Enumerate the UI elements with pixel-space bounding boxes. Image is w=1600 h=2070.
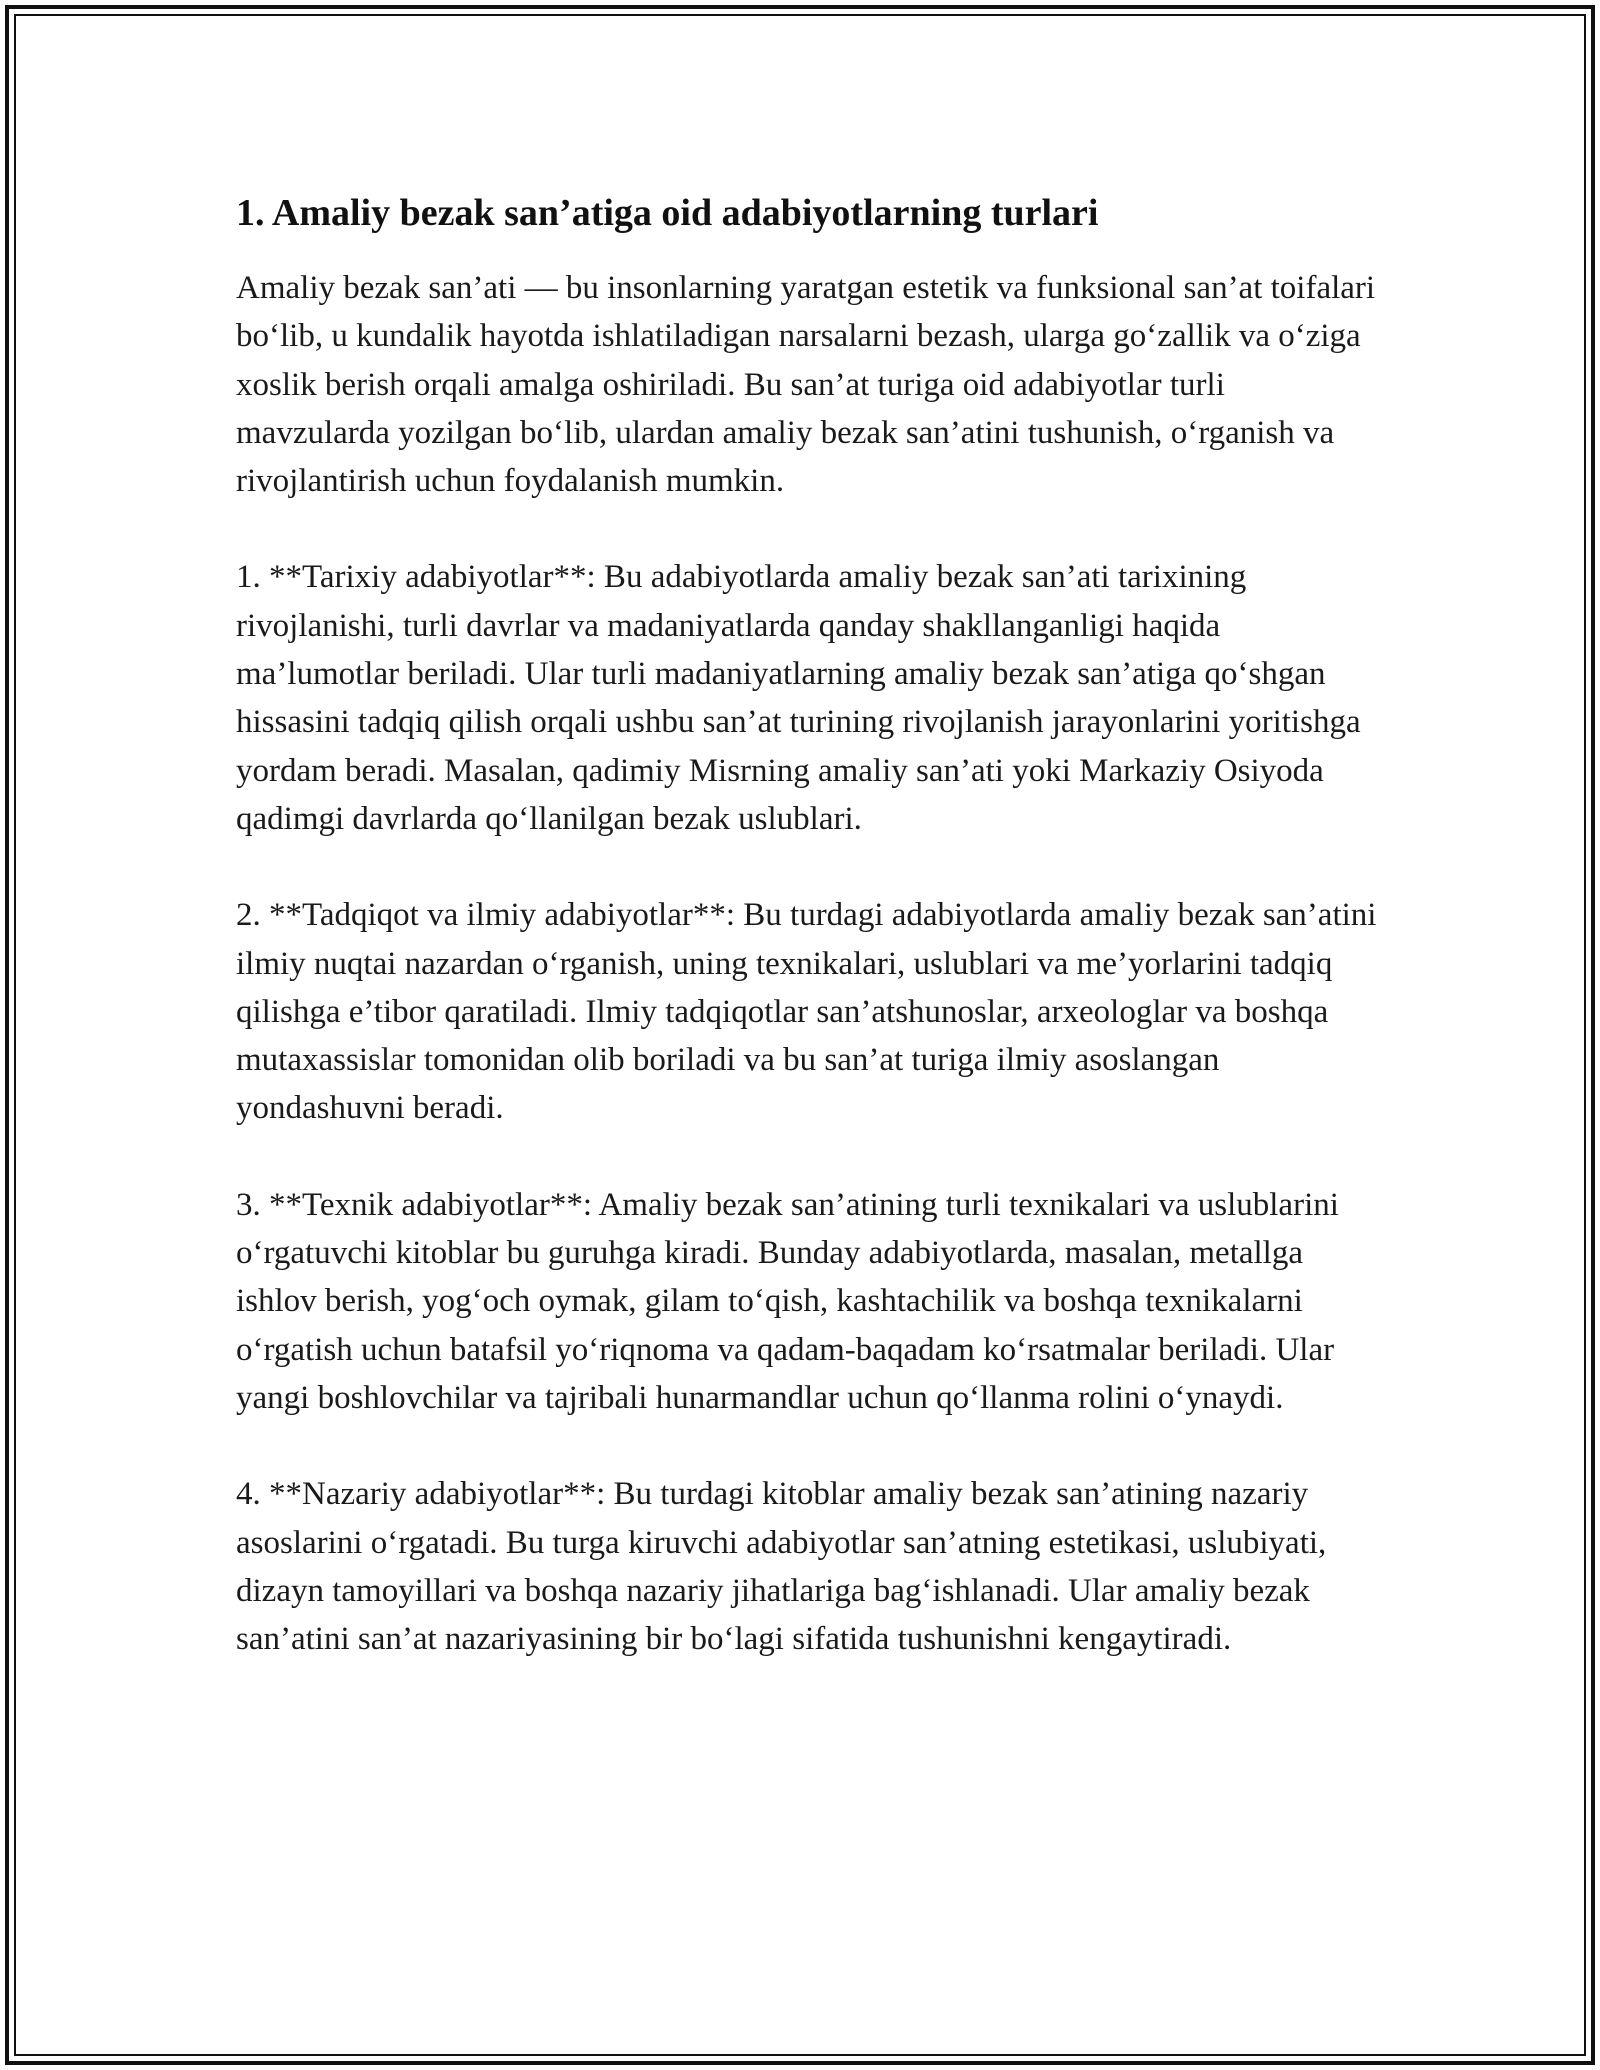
document-body: [236, 184, 1386, 1711]
section-heading: 1. Amaliy bezak san’atiga oid adabiyotlarning turlari: [236, 192, 1099, 234]
list-item-historical: 1. **Tarixiy adabiyotlar**: Bu adabiyotlarda amaliy bezak san’ati tarixining rivojlanishi, turli davrlar va madaniyatlarda qanday shakllanganligi haqida ma’lumotlar beriladi. Ular turli madaniyatlarning amaliy bezak san’atiga qo‘shgan hissasini tadqiq qilish orqali ushbu san’at turining rivojlanish jarayonlarini yoritishga yordam beradi. Masalan, qadimiy Misrning amaliy san’ati yoki Markaziy Osiyoda qadimgi davrlarda qo‘llanilgan bezak uslublari.: [236, 559, 1361, 837]
list-item-theoretical: 4. **Nazariy adabiyotlar**: Bu turdagi kitoblar amaliy bezak san’atining nazariy asoslarini o‘rgatadi. Bu turga kiruvchi adabiyotlar san’atning estetikasi, uslubiyati, dizayn tamoyillari va boshqa nazariy jihatlariga bag‘ishlanadi. Ular amaliy bezak san’atini san’at nazariyasining bir bo‘lagi sifatida tushunishni kengaytiradi.: [236, 1476, 1327, 1658]
intro-paragraph: Amaliy bezak san’ati — bu insonlarning yaratgan estetik va funksional san’at toifalari bo‘lib, u kundalik hayotda ishlatiladigan narsalarni bezash, ularga go‘zallik va o‘ziga xoslik berish orqali amalga oshiriladi. Bu san’at turiga oid adabiyotlar turli mavzularda yozilgan bo‘lib, ulardan amaliy bezak san’atini tushunish, o‘rganish va rivojlantirish uchun foydalanish mumkin.: [236, 270, 1376, 500]
list-item-technical: 3. **Texnik adabiyotlar**: Amaliy bezak san’atining turli texnikalari va uslublarini o‘rgatuvchi kitoblar bu guruhga kiradi. Bunday adabiyotlarda, masalan, metallga ishlov berish, yog‘och oymak, gilam to‘qish, kashtachilik va boshqa texnikalarni o‘rgatish uchun batafsil yo‘riqnoma va qadam-baqadam ko‘rsatmalar beriladi. Ular yangi boshlovchilar va tajribali hunarmandlar uchun qo‘llanma rolini o‘ynaydi.: [236, 1186, 1339, 1416]
list-item-research: 2. **Tadqiqot va ilmiy adabiyotlar**: Bu turdagi adabiyotlarda amaliy bezak san’atini ilmiy nuqtai nazardan o‘rganish, uning texnikalari, uslublari va me’yorlarini tadqiq qilishga e’tibor qaratiladi. Ilmiy tadqiqotlar san’atshunoslar, arxeologlar va boshqa mutaxassislar tomonidan olib boriladi va bu san’at turiga ilmiy asoslangan yondashuvni beradi.: [236, 897, 1377, 1127]
